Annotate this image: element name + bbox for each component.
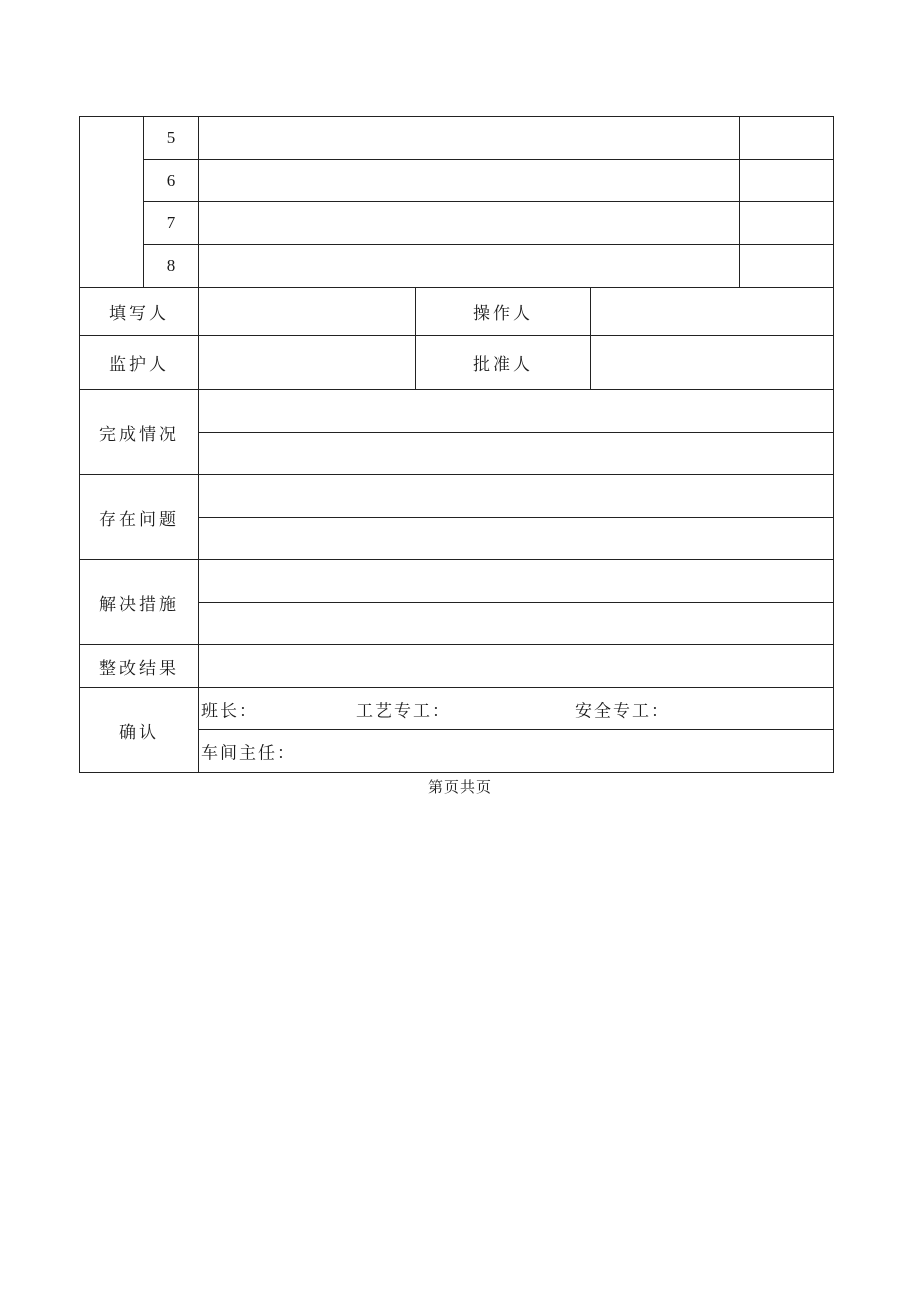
page-number-footer: 第页共页 — [427, 778, 492, 796]
item-content-cell-7[interactable] — [199, 202, 740, 245]
table-row — [80, 475, 834, 518]
item-result-cell-5[interactable] — [740, 117, 834, 160]
rectification-label: 整改结果 — [80, 645, 199, 688]
inspection-form-table — [79, 116, 834, 773]
approver-label: 批准人 — [416, 336, 591, 390]
inspection-form-sheet — [79, 116, 833, 773]
issues-line-2[interactable] — [199, 518, 834, 560]
workshop-director-signature-label: 车间主任： — [201, 743, 296, 764]
filler-label: 填写人 — [80, 288, 199, 336]
team-leader-signature-label: 班长： — [201, 701, 258, 721]
solutions-line-1[interactable] — [199, 560, 834, 603]
issues-line-1[interactable] — [199, 475, 834, 518]
table-row — [80, 688, 834, 730]
operator-label: 操作人 — [416, 288, 591, 336]
confirm-signature-line-2[interactable] — [199, 730, 834, 773]
item-content-cell-6[interactable] — [199, 160, 740, 202]
table-row — [80, 645, 834, 688]
item-content-cell-8[interactable] — [199, 245, 740, 288]
table-row — [80, 288, 834, 336]
table-row — [80, 245, 834, 288]
table-row — [80, 336, 834, 390]
item-result-cell-7[interactable] — [740, 202, 834, 245]
supervisor-value-cell[interactable] — [199, 336, 416, 390]
row-number-8: 8 — [144, 245, 199, 288]
completion-line-2[interactable] — [199, 433, 834, 475]
row-number-7: 7 — [144, 202, 199, 245]
row-number-6: 6 — [144, 160, 199, 202]
confirm-label: 确认 — [80, 688, 199, 773]
safety-engineer-signature-label: 安全专工： — [575, 701, 670, 721]
completion-line-1[interactable] — [199, 390, 834, 433]
table-row — [80, 560, 834, 603]
solutions-line-2[interactable] — [199, 603, 834, 645]
completion-label: 完成情况 — [80, 390, 199, 475]
approver-value-cell[interactable] — [591, 336, 834, 390]
confirm-signature-line-1[interactable] — [199, 688, 834, 730]
issues-label: 存在问题 — [80, 475, 199, 560]
item-result-cell-8[interactable] — [740, 245, 834, 288]
operator-value-cell[interactable] — [591, 288, 834, 336]
item-content-cell-5[interactable] — [199, 117, 740, 160]
item-result-cell-6[interactable] — [740, 160, 834, 202]
row-number-5: 5 — [144, 117, 199, 160]
filler-value-cell[interactable] — [199, 288, 416, 336]
table-row — [80, 160, 834, 202]
rectification-value-cell[interactable] — [199, 645, 834, 688]
table-row — [80, 202, 834, 245]
solutions-label: 解决措施 — [80, 560, 199, 645]
process-engineer-signature-label: 工艺专工： — [356, 701, 451, 721]
group-blank-cell — [80, 117, 144, 288]
table-row — [80, 390, 834, 433]
table-row — [80, 117, 834, 160]
supervisor-label: 监护人 — [80, 336, 199, 390]
